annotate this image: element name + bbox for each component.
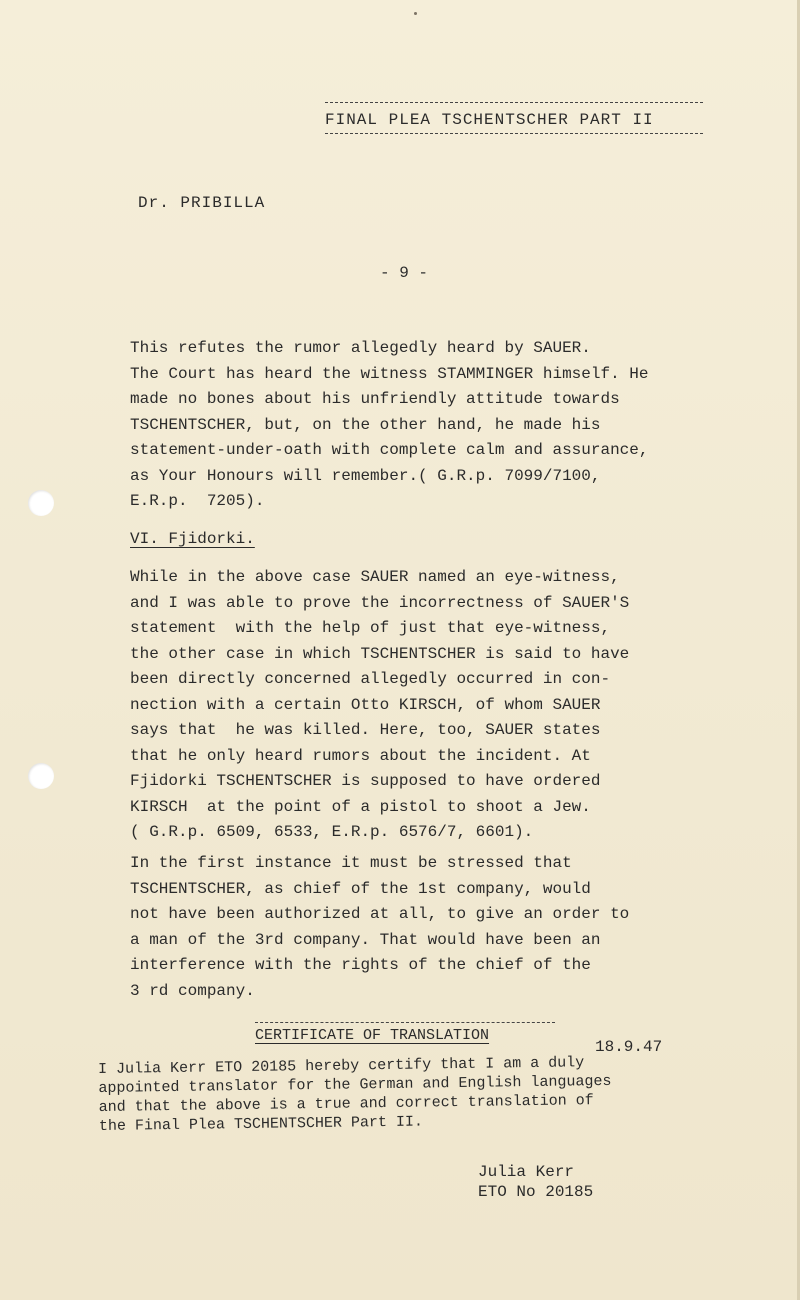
paragraph-fjidorki: While in the above case SAUER named an eye-witness, and I was able to prove the incorrectness of SAUER'S statement with the help of just that eye-witness, the other case in which TSCHENTSCHER is said to have been directly concerned allegedly occurred in con- nection with a certain Otto KIRSCH, of whom SAUER says that he was killed. Here, too, SAUER states that he only heard rumors about the incident. At Fjidorki TSCHENTSCHER is supposed to have ordered KIRSCH at the point of a pistol to shoot a Jew. ( G.R.p. 6509, 6533, E.R.p. 6576/7, 6601).: [130, 568, 630, 841]
paragraph-first-instance: In the first instance it must be stressed that TSCHENTSCHER, as chief of the 1st company, would not have been authorized at all, to give an order to a man of the 3rd company. That would have been an interference with the rights of the chief of the 3 rd company.: [130, 854, 630, 1000]
certificate-date: 18.9.47: [595, 1038, 663, 1056]
document-header: FINAL PLEA TSCHENTSCHER PART II: [325, 102, 703, 134]
section-heading: VI. Fjidorki.: [130, 530, 255, 548]
punch-hole-lower: [28, 763, 54, 789]
author-name: Dr. PRIBILLA: [138, 194, 266, 212]
punch-hole-upper: [28, 490, 54, 516]
signature-id: ETO No 20185: [478, 1183, 594, 1201]
certificate-heading: CERTIFICATE OF TRANSLATION: [255, 1022, 555, 1044]
page-number: - 9 -: [380, 264, 429, 282]
certificate-text: I Julia Kerr ETO 20185 hereby certify that I am a duly appointed translator for the German and English languages and that the above is a true and correct translation of the Final Plea TSCHENTSCHER Part II.: [98, 1054, 612, 1135]
paper-speck: [414, 12, 417, 15]
signature-name: Julia Kerr: [478, 1163, 575, 1181]
paragraph-refutation: This refutes the rumor allegedly heard by SAUER. The Court has heard the witness STAMMINGER himself. He made no bones about his unfriendly attitude towards TSCHENTSCHER, but, on the other hand, he made his statement-under-oath with complete calm and assurance, as Your Honours will remember.( G.R.p. 7099/7100, E.R.p. 7205).: [130, 339, 649, 510]
